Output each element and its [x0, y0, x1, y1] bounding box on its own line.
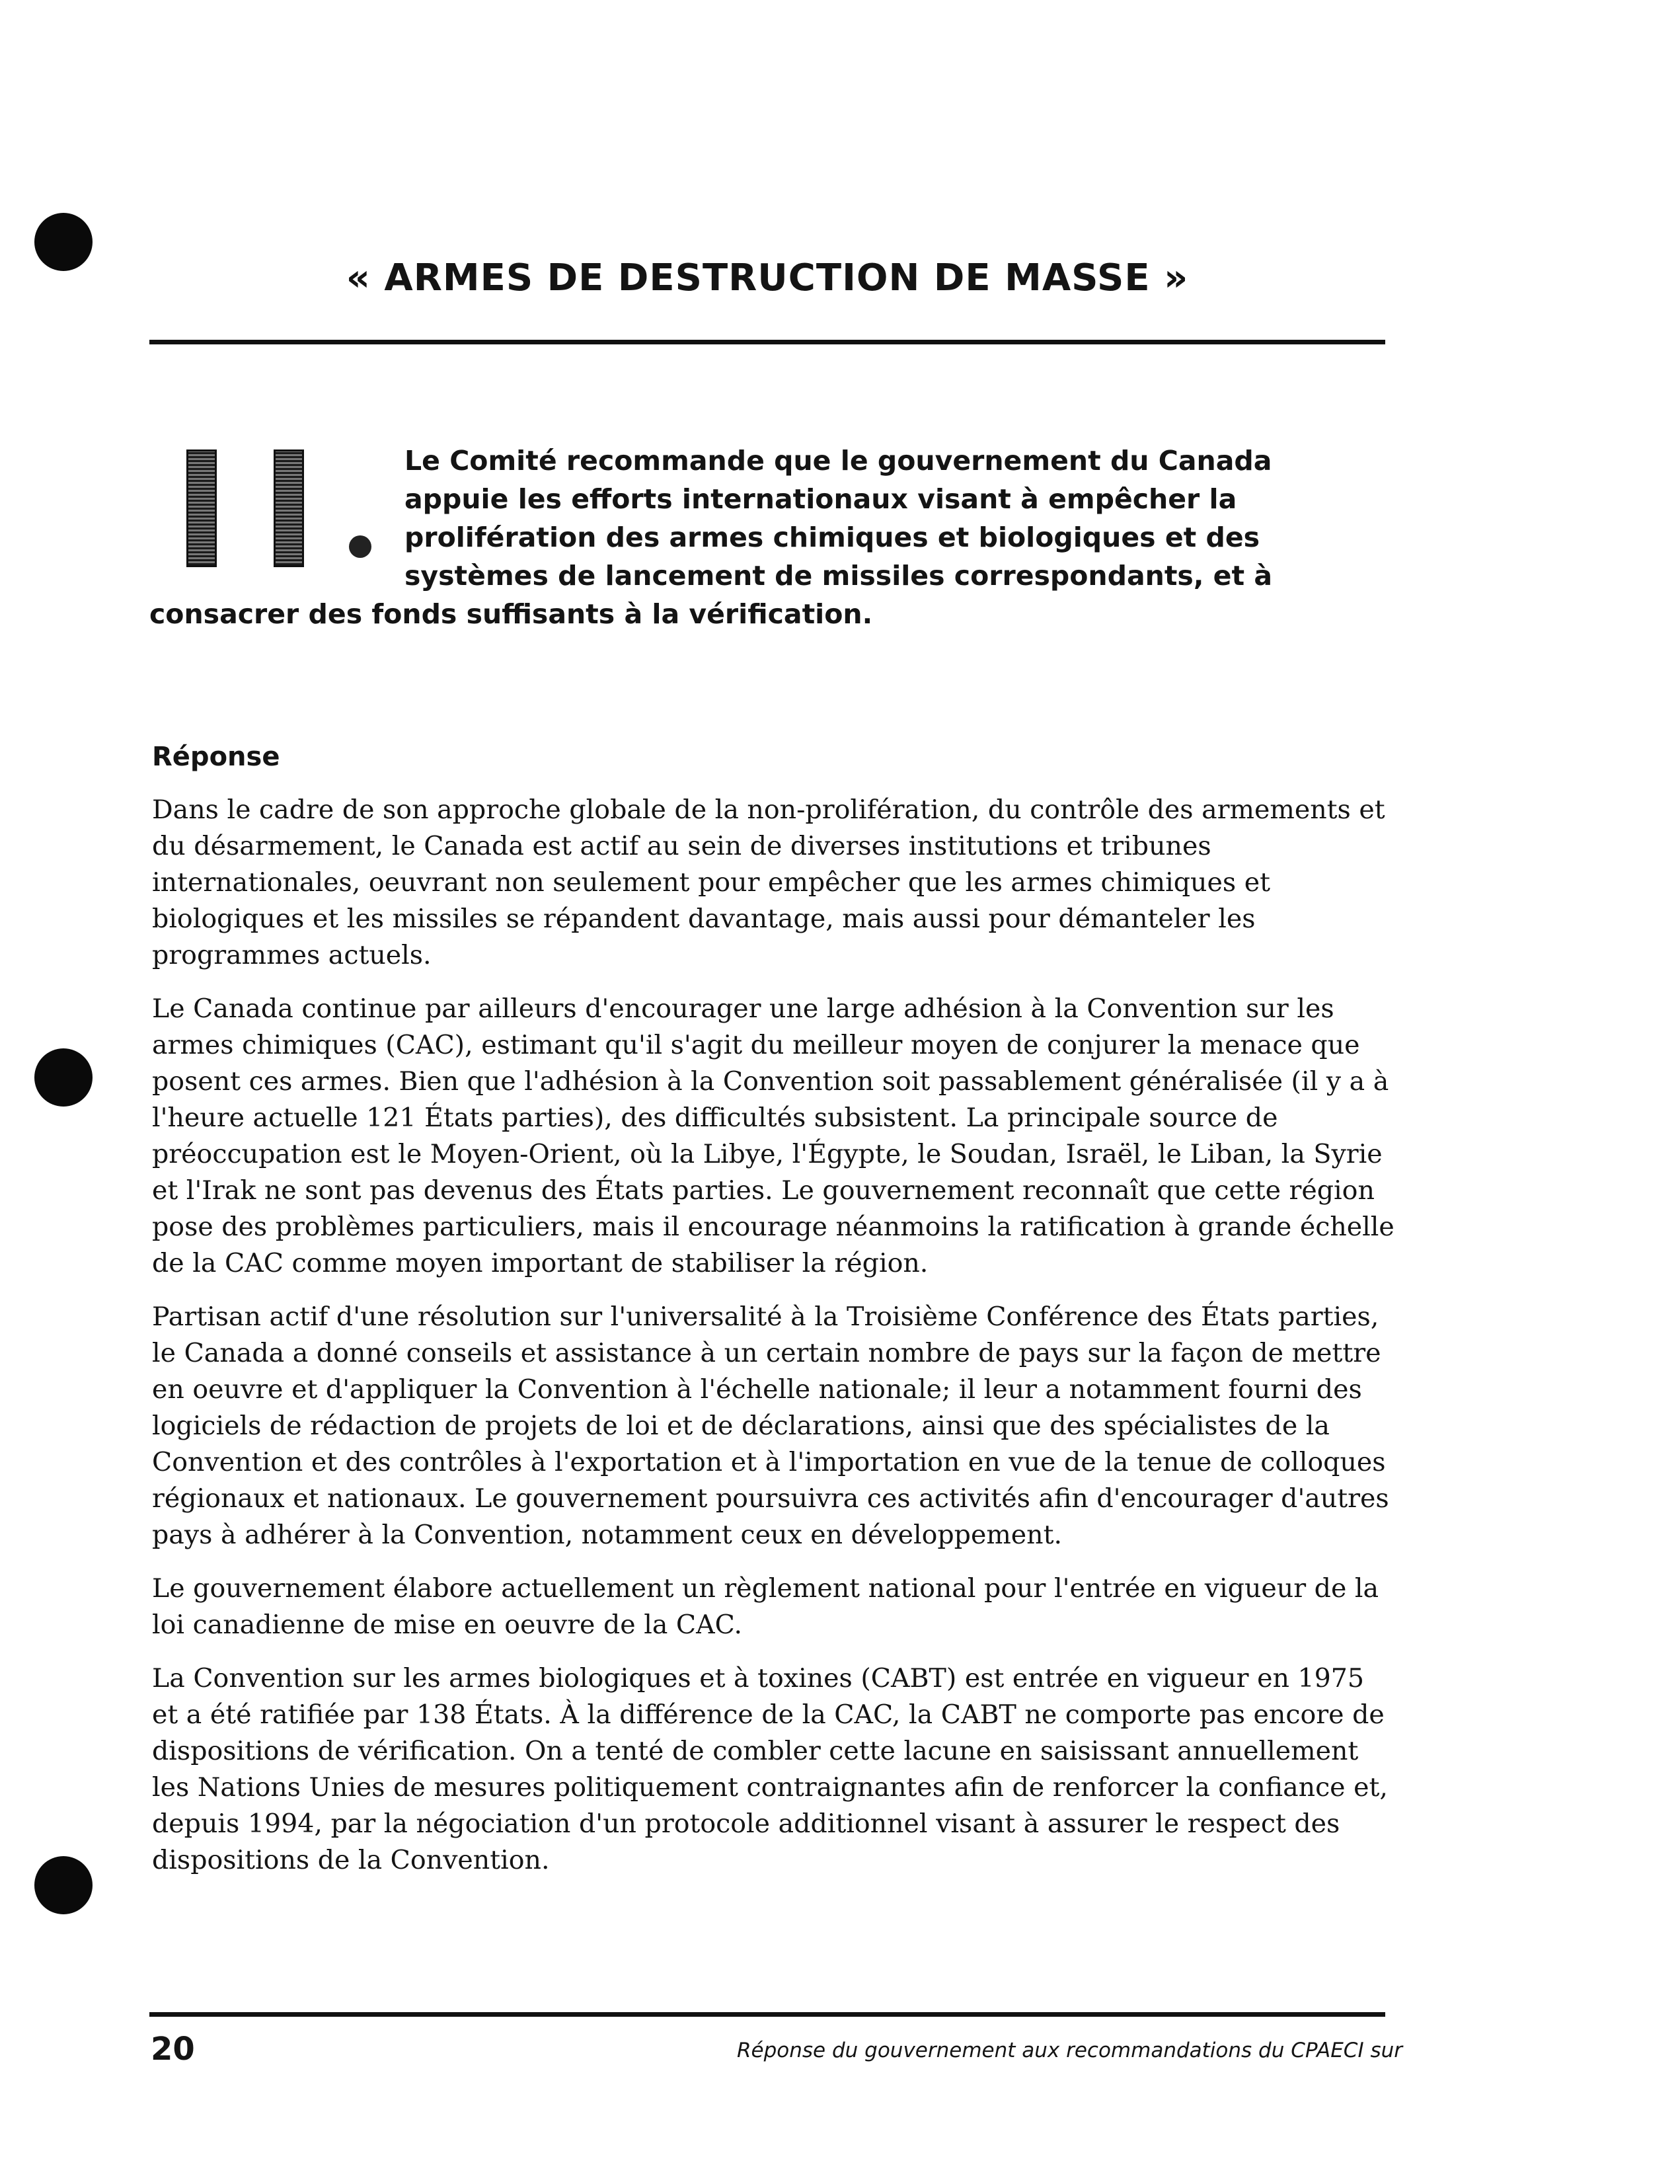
- running-footer: Réponse du gouvernement aux recommandations du CPAECI sur: [737, 2039, 1402, 2062]
- response-paragraph: La Convention sur les armes biologiques et à toxines (CABT) est entrée en vigueur en 1975 et a été ratifiée par 138 États. À la différence de la CAC, la CABT ne comporte pas encore de dispositions de vérification. On a tenté de combler cette lacune en saisissant annuellement les Nations Unies de mesures politiquement contraignantes afin de renforcer la confiance et, depuis 1994, par la négociation d'un protocole additionnel visant à assurer le respect des dispositions de la Convention.: [152, 1663, 1388, 1875]
- response-paragraph: Dans le cadre de son approche globale de la non-prolifération, du contrôle des armements et du désarmement, le Canada est actif au sein de diverses institutions et tribunes internationales, oeuvrant non seulement pour empêcher que les armes chimiques et biologiques et les missiles se répandent davantage, mais aussi pour démanteler les programmes actuels.: [152, 795, 1385, 970]
- binder-hole: [34, 1048, 93, 1107]
- response-paragraph: Partisan actif d'une résolution sur l'universalité à la Troisième Conférence des États parties, le Canada a donné conseils et assistance à un certain nombre de pays sur la façon de mettre en oeuvre et d'appliquer la Convention à l'échelle nationale; il leur a notamment fourni des logiciels de rédaction de projets de loi et de déclarations, ainsi que des spécialistes de la Convention et des contrôles à l'exportation et à l'importation en vue de la tenue de colloques régionaux et nationaux. Le gouvernement poursuivra ces activités afin d'encourager d'autres pays à adhérer à la Convention, notamment ceux en développement.: [152, 1302, 1389, 1550]
- response-body: [152, 792, 1394, 1896]
- page-number: 20: [151, 2031, 195, 2068]
- page-title: « ARMES DE DESTRUCTION DE MASSE »: [346, 256, 1189, 299]
- recommendation-text: Le Comité recommande que le gouvernement du Canada appuie les efforts internationaux visant à empêcher la prolifération des armes chimiques et biologiques et des systèmes de lancement de missiles correspondants, et à consacrer des fonds suffisants à la vérification.: [149, 445, 1273, 630]
- binder-hole: [34, 213, 93, 271]
- title-divider: [149, 340, 1385, 344]
- response-paragraph: Le Canada continue par ailleurs d'encourager une large adhésion à la Convention sur les armes chimiques (CAC), estimant qu'il s'agit du meilleur moyen de conjurer la menace que posent ces armes. Bien que l'adhésion à la Convention soit passablement généralisée (il y a à l'heure actuelle 121 États parties), des difficultés subsistent. La principale source de préoccupation est le Moyen-Orient, où la Libye, l'Égypte, le Soudan, Israël, le Liban, la Syrie et l'Irak ne sont pas devenus des États parties. Le gouvernement reconnaît que cette région pose des problèmes particuliers, mais il encourage néanmoins la ratification à grande échelle de la CAC comme moyen important de stabiliser la région.: [152, 994, 1394, 1278]
- binder-hole: [34, 1856, 93, 1914]
- response-heading: Réponse: [152, 742, 280, 772]
- recommendation-number-space: [149, 442, 404, 595]
- recommendation-block: [149, 442, 1313, 633]
- response-paragraph: Le gouvernement élabore actuellement un règlement national pour l'entrée en vigueur de la loi canadienne de mise en oeuvre de la CAC.: [152, 1573, 1379, 1640]
- footer-divider: [149, 2012, 1385, 2017]
